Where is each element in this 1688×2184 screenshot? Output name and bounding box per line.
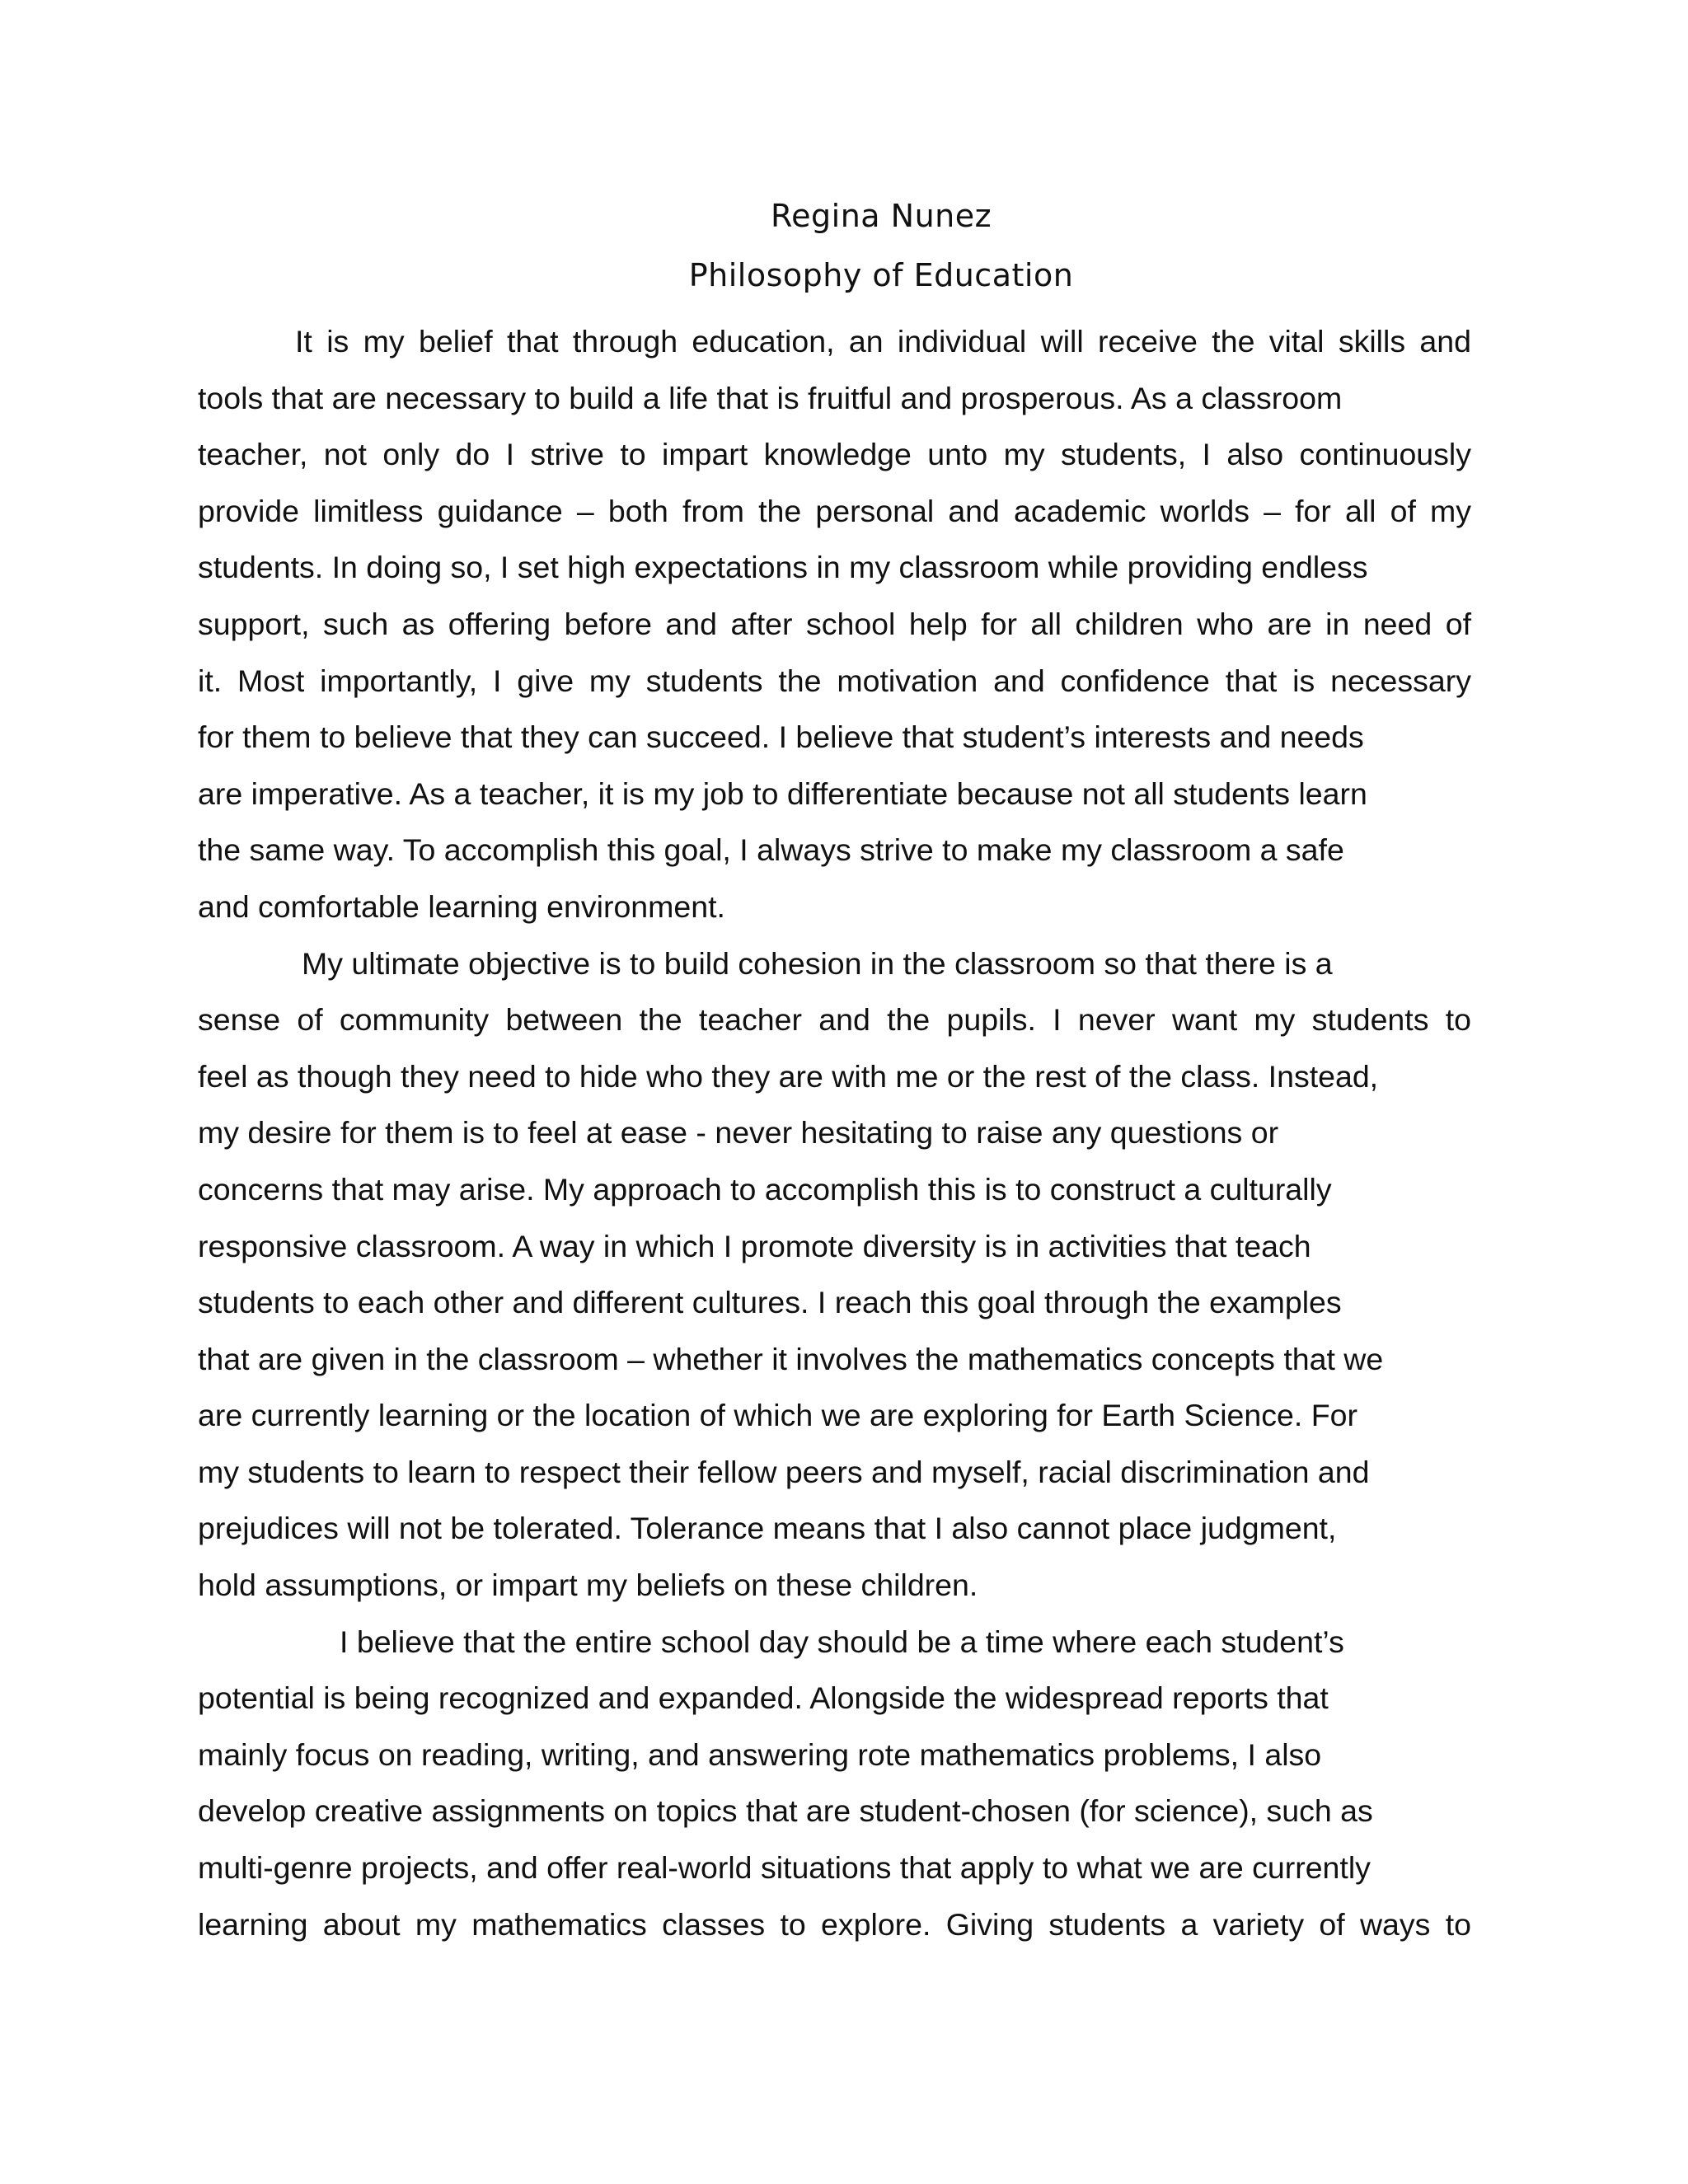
essay-line: hold assumptions, or impart my beliefs on these children. bbox=[198, 1568, 978, 1603]
essay-line: potential is being recognized and expanded. Alongside the widespread reports that bbox=[198, 1680, 1329, 1716]
essay-line: my desire for them is to feel at ease - never hesitating to raise any questions or bbox=[198, 1115, 1279, 1151]
essay-line: develop creative assignments on topics that are student-chosen (for science), such as bbox=[198, 1793, 1373, 1829]
essay-line: provide limitless guidance – both from the personal and academic worlds – for all of my bbox=[198, 493, 1471, 528]
essay-line: sense of community between the teacher and the pupils. I never want my students to bbox=[198, 1002, 1471, 1038]
essay-line: are currently learning or the location of which we are exploring for Earth Science. For bbox=[198, 1398, 1357, 1433]
essay-line: for them to believe that they can succeed. I believe that student’s interests and needs bbox=[198, 719, 1364, 755]
essay-line: it. Most importantly, I give my students the motivation and confidence that is necessary bbox=[198, 663, 1471, 698]
essay-line: I believe that the entire school day should be a time where each student’s bbox=[340, 1624, 1344, 1659]
essay-line: tools that are necessary to build a life that is fruitful and prosperous. As a classroom bbox=[198, 380, 1343, 415]
essay-line: students. In doing so, I set high expectations in my classroom while providing endless bbox=[198, 550, 1368, 585]
essay-line: support, such as offering before and after school help for all children who are in need of bbox=[198, 606, 1471, 641]
essay-line: responsive classroom. A way in which I promote diversity is in activities that teach bbox=[198, 1228, 1311, 1263]
essay-line: that are given in the classroom – whether it involves the mathematics concepts that we bbox=[198, 1341, 1384, 1376]
essay-line: learning about my mathematics classes to explore. Giving students a variety of ways to bbox=[198, 1906, 1471, 1942]
essay-body bbox=[198, 313, 1471, 1952]
essay-line: multi-genre projects, and offer real-world situations that apply to what we are currently bbox=[198, 1850, 1371, 1886]
essay-line: It is my belief that through education, an individual will receive the vital skills and bbox=[295, 324, 1471, 359]
essay-line: the same way. To accomplish this goal, I always strive to make my classroom a safe bbox=[198, 832, 1344, 868]
essay-line: teacher, not only do I strive to impart knowledge unto my students, I also continuously bbox=[198, 437, 1471, 472]
essay-line: feel as though they need to hide who they are with me or the rest of the class. Instead, bbox=[198, 1058, 1379, 1094]
essay-line: are imperative. As a teacher, it is my job to differentiate because not all students learn bbox=[198, 776, 1367, 811]
essay-line: My ultimate objective is to build cohesion in the classroom so that there is a bbox=[302, 945, 1333, 981]
essay-line: concerns that may arise. My approach to accomplish this is to construct a culturally bbox=[198, 1171, 1332, 1207]
essay-line: and comfortable learning environment. bbox=[198, 888, 725, 924]
essay-line: my students to learn to respect their fellow peers and myself, racial discrimination and bbox=[198, 1454, 1370, 1489]
document-title: Philosophy of Education bbox=[688, 257, 1074, 293]
essay-line: prejudices will not be tolerated. Tolerance means that I also cannot place judgment, bbox=[198, 1511, 1337, 1546]
author-name: Regina Nunez bbox=[770, 198, 992, 234]
essay-line: mainly focus on reading, writing, and answering rote mathematics problems, I also bbox=[198, 1736, 1322, 1772]
essay-line: students to each other and different cultures. I reach this goal through the examples bbox=[198, 1285, 1342, 1320]
